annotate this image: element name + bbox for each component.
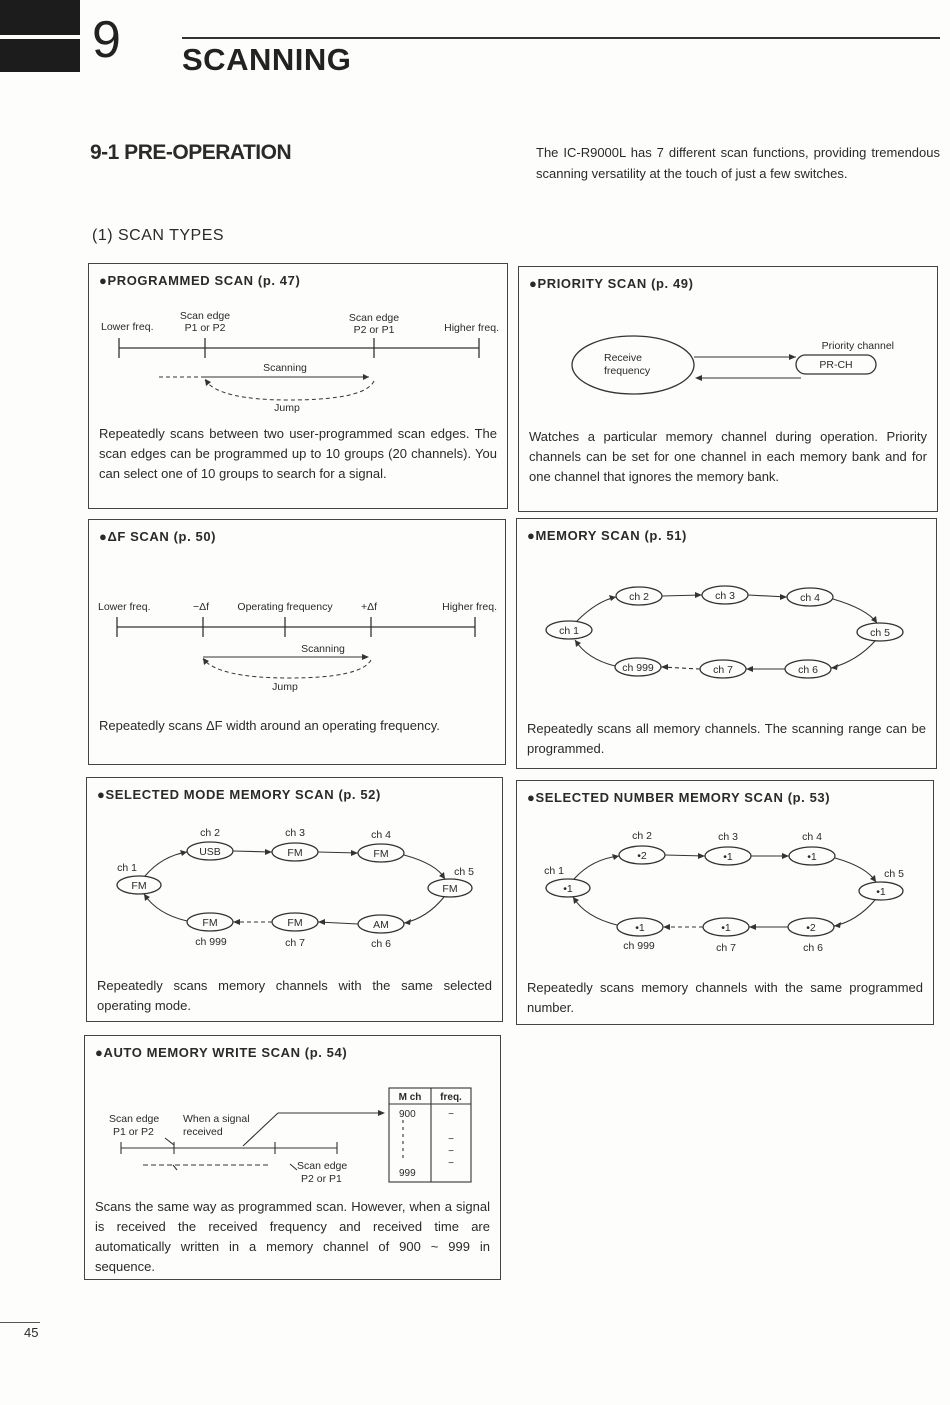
operating-freq-label: Operating frequency <box>237 601 333 613</box>
chapter-rule <box>182 37 940 39</box>
number-label: •1 <box>721 922 731 934</box>
box-description: Repeatedly scans between two user-programmed scan edges. The scan edges can be programmed up to 10 groups (20 channels). You can select one of 10 groups to search for a signal. <box>99 426 497 481</box>
lower-freq-label: Lower freq. <box>98 601 151 613</box>
channel-label: ch 6 <box>798 664 818 676</box>
channel-label: ch 5 <box>454 866 474 878</box>
mode-label: FM <box>442 883 458 895</box>
channel-label: ch 999 <box>195 936 227 948</box>
box-title: ●SELECTED MODE MEMORY SCAN (p. 52) <box>97 787 381 802</box>
table-cell: 999 <box>399 1168 416 1179</box>
section-title: 9-1 PRE-OPERATION <box>90 141 292 164</box>
jump-label: Jump <box>272 681 298 693</box>
receive-label: frequency <box>604 365 651 377</box>
box-description: Repeatedly scans memory channels with the same programmed number. <box>527 980 923 1015</box>
channel-label: ch 6 <box>371 938 391 950</box>
box-description: Repeatedly scans memory channels with the same selected operating mode. <box>97 978 492 1013</box>
box-description: Repeatedly scans ΔF width around an operating frequency. <box>99 718 440 733</box>
channel-label: ch 4 <box>800 592 820 604</box>
chapter-title: SCANNING <box>182 42 352 77</box>
sub-heading: (1) SCAN TYPES <box>92 227 225 244</box>
channel-label: ch 5 <box>870 627 890 639</box>
selected-mode-scan-box <box>86 777 503 1022</box>
mode-label: FM <box>373 848 389 860</box>
number-label: •2 <box>637 850 647 862</box>
pr-ch-label: PR-CH <box>819 359 853 371</box>
programmed-scan-box <box>88 263 508 509</box>
memory-scan-diagram <box>517 519 938 699</box>
box-title: ●SELECTED NUMBER MEMORY SCAN (p. 53) <box>527 790 831 805</box>
intro-paragraph: The IC-R9000L has 7 different scan functions, providing tremendous scanning versatility at the touch of just a few switches. <box>536 145 940 181</box>
table-cell: 900 <box>399 1109 416 1120</box>
table-header-freq: freq. <box>440 1092 462 1103</box>
channel-label: ch 4 <box>371 829 391 841</box>
box-title: ●ΔF SCAN (p. 50) <box>99 529 217 544</box>
auto-memory-write-scan-box <box>84 1035 501 1280</box>
mode-label: FM <box>287 917 303 929</box>
auto-write-diagram <box>85 1036 502 1196</box>
channel-label: ch 2 <box>200 827 220 839</box>
delta-f-scan-diagram <box>89 520 507 710</box>
lower-freq-label: Lower freq. <box>101 321 154 333</box>
box-description: Watches a particular memory channel during operation. Priority channels can be set for one channel in each memory bank and for one channel that ignores the memory bank. <box>529 429 927 484</box>
channel-label: ch 3 <box>715 590 735 602</box>
scanning-label: Scanning <box>301 643 345 655</box>
receive-label: Receive <box>604 352 642 364</box>
channel-label: ch 6 <box>803 942 823 954</box>
box-title: ●PROGRAMMED SCAN (p. 47) <box>99 273 301 288</box>
channel-label: ch 7 <box>713 664 733 676</box>
channel-label: ch 999 <box>622 662 654 674</box>
priority-scan-box <box>518 266 938 512</box>
delta-f-scan-box <box>88 519 506 765</box>
number-label: •1 <box>807 851 817 863</box>
chapter-number: 9 <box>92 11 121 69</box>
scan-edge-label: P1 or P2 <box>184 322 226 334</box>
selected-number-scan-diagram <box>517 781 935 961</box>
minus-delta-label: −Δf <box>192 601 210 613</box>
number-label: •1 <box>876 886 886 898</box>
channel-label: ch 2 <box>632 830 652 842</box>
table-header-mch: M ch <box>398 1092 422 1103</box>
mode-label: FM <box>131 880 147 892</box>
table-cell: − <box>448 1109 454 1120</box>
higher-freq-label: Higher freq. <box>444 322 499 334</box>
channel-label: ch 1 <box>544 865 564 877</box>
number-label: •2 <box>806 922 816 934</box>
mode-label: FM <box>202 917 218 929</box>
memory-scan-box <box>516 518 937 769</box>
page-number-rule <box>0 1322 40 1323</box>
jump-label: Jump <box>274 402 300 414</box>
channel-label: ch 3 <box>718 831 738 843</box>
programmed-scan-diagram <box>89 264 509 424</box>
chapter-tab-notch <box>0 35 80 39</box>
selected-mode-scan-diagram <box>87 778 504 958</box>
channel-label: ch 1 <box>559 625 579 637</box>
signal-label: received <box>183 1126 223 1138</box>
channel-label: ch 7 <box>285 937 305 949</box>
scan-edge-label: P2 or P1 <box>353 324 395 336</box>
priority-scan-diagram <box>519 267 939 427</box>
page-number: 45 <box>24 1325 39 1340</box>
channel-label: ch 999 <box>623 940 655 952</box>
plus-delta-label: +Δf <box>360 601 378 613</box>
number-label: •1 <box>563 883 573 895</box>
mode-label: AM <box>373 919 389 931</box>
box-title: ●AUTO MEMORY WRITE SCAN (p. 54) <box>95 1045 348 1060</box>
box-title: ●MEMORY SCAN (p. 51) <box>527 528 687 543</box>
channel-label: ch 7 <box>716 942 736 954</box>
box-description: Repeatedly scans all memory channels. The scanning range can be programmed. <box>527 721 926 756</box>
scan-edge-label: Scan edge <box>348 312 400 324</box>
scan-edge-label: Scan edge <box>109 1113 160 1125</box>
box-title: ●PRIORITY SCAN (p. 49) <box>529 276 694 291</box>
table-cell: − <box>448 1158 454 1169</box>
channel-label: ch 2 <box>629 591 649 603</box>
mode-label: USB <box>199 846 221 858</box>
box-description: Scans the same way as programmed scan. However, when a signal is received the received frequency and received time are automatically written in a memory channel of 900 ~ 999 in sequence. <box>95 1199 490 1274</box>
channel-label: ch 4 <box>802 831 822 843</box>
number-label: •1 <box>723 851 733 863</box>
scan-edge-label: P1 or P2 <box>113 1126 154 1138</box>
scan-edge-label: P2 or P1 <box>301 1173 342 1185</box>
number-label: •1 <box>635 922 645 934</box>
channel-label: ch 3 <box>285 827 305 839</box>
table-cell: − <box>448 1146 454 1157</box>
scan-edge-label: Scan edge <box>179 310 231 322</box>
higher-freq-label: Higher freq. <box>442 601 497 613</box>
selected-number-scan-box <box>516 780 934 1025</box>
channel-label: ch 5 <box>884 868 904 880</box>
table-cell: − <box>448 1134 454 1145</box>
scan-edge-label: Scan edge <box>297 1160 348 1172</box>
priority-channel-label: Priority channel <box>821 340 894 352</box>
scanning-label: Scanning <box>263 362 307 374</box>
mode-label: FM <box>287 847 303 859</box>
signal-label: When a signal <box>183 1113 250 1125</box>
channel-label: ch 1 <box>117 862 137 874</box>
